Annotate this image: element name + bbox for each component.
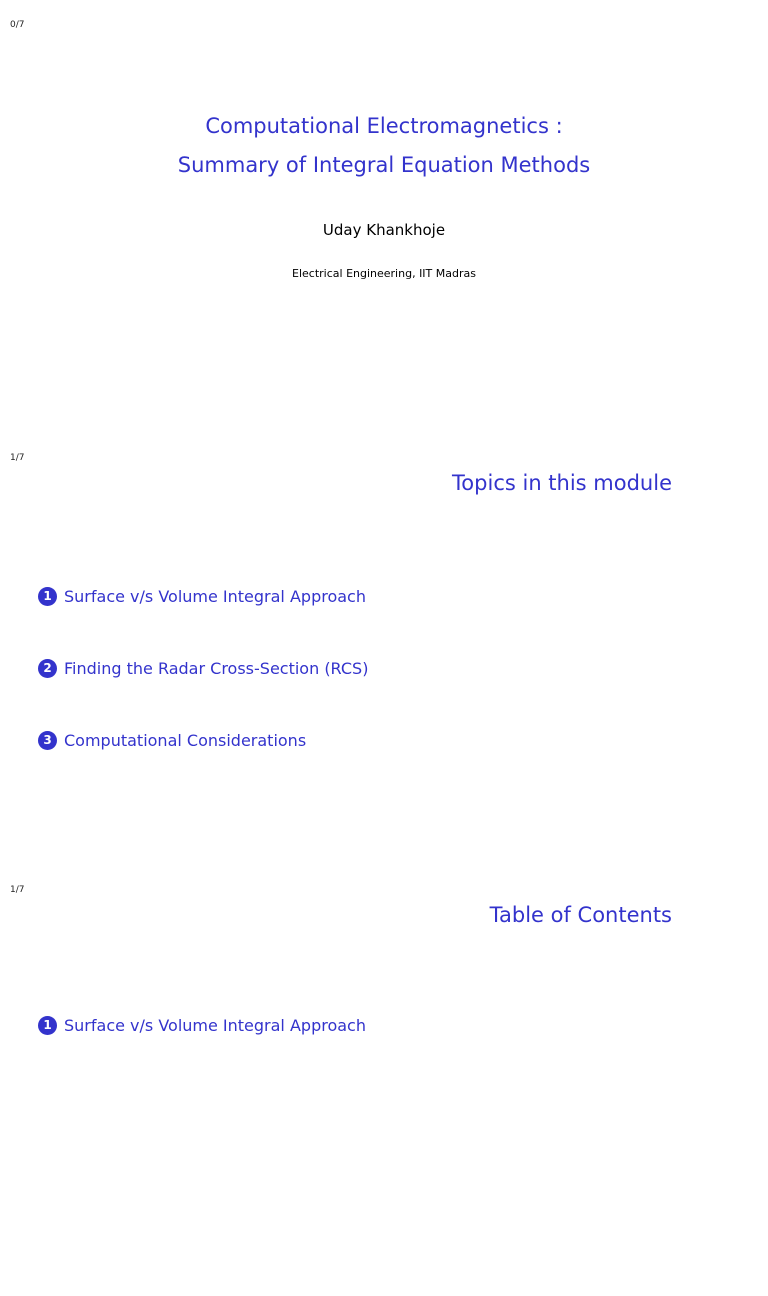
slide-topics xyxy=(0,432,768,864)
topic-item-2[interactable] xyxy=(38,659,368,678)
title-line-1: Computational Electromagnetics : xyxy=(205,114,563,138)
number-1-icon: 1 xyxy=(38,587,57,606)
number-2-icon: 2 xyxy=(38,659,57,678)
topic-item-3[interactable] xyxy=(38,731,306,750)
title-line-2: Summary of Integral Equation Methods xyxy=(177,153,591,177)
number-3-icon: 3 xyxy=(38,731,57,750)
topic-label: Computational Considerations xyxy=(64,731,307,750)
page-number: 0/7 xyxy=(10,20,25,30)
author-name: Uday Khankhoje xyxy=(322,221,446,239)
page-number: 1/7 xyxy=(10,453,25,463)
topic-label: Finding the Radar Cross-Section (RCS) xyxy=(64,659,369,678)
page-number: 1/7 xyxy=(10,885,25,895)
number-1-icon: 1 xyxy=(38,1016,57,1035)
presentation-title xyxy=(0,107,768,185)
toc-item-1[interactable] xyxy=(38,1016,366,1035)
topic-item-1[interactable] xyxy=(38,587,366,606)
frame-title: Topics in this module xyxy=(452,471,672,495)
institute-name: Electrical Engineering, IIT Madras xyxy=(292,267,476,280)
toc-label: Surface v/s Volume Integral Approach xyxy=(64,1016,366,1035)
topic-label: Surface v/s Volume Integral Approach xyxy=(64,587,366,606)
slide-title-page xyxy=(0,0,768,432)
frame-title: Table of Contents xyxy=(489,903,672,927)
slide-table-of-contents xyxy=(0,864,768,1296)
